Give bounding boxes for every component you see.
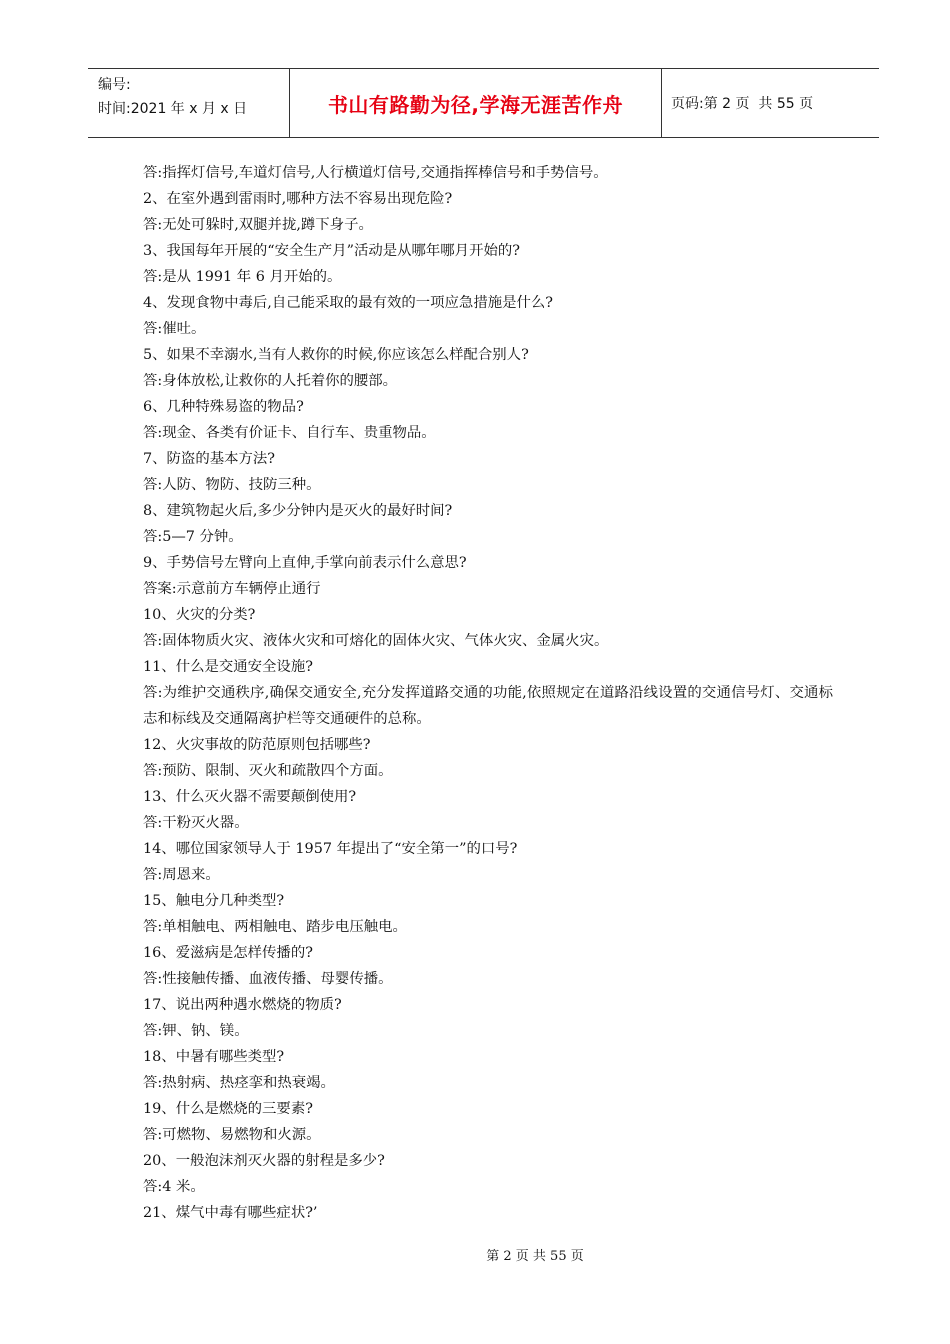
text-line: 14、哪位国家领导人于 1957 年提出了“安全第一”的口号? bbox=[143, 841, 518, 857]
page-info-text: 页码:第 2 页 共 55 页 bbox=[671, 96, 814, 112]
footer-page-number: 第 2 页 共 55 页 bbox=[486, 1249, 584, 1264]
document-body bbox=[143, 160, 833, 1226]
text-line: 答:4 米。 bbox=[143, 1179, 205, 1195]
text-line: 答:周恩来。 bbox=[143, 867, 220, 883]
time-label: 时间:2021 年 x 月 x 日 bbox=[98, 101, 248, 117]
text-line: 答案:示意前方车辆停止通行 bbox=[143, 581, 321, 597]
text-line: 答:催吐。 bbox=[143, 321, 206, 337]
text-line: 答:无处可躲时,双腿并拢,蹲下身子。 bbox=[143, 217, 373, 233]
page-header bbox=[88, 68, 879, 138]
text-line: 6、几种特殊易盗的物品? bbox=[143, 399, 304, 415]
text-line: 答:钾、钠、镁。 bbox=[143, 1023, 249, 1039]
text-line: 答:现金、各类有价证卡、自行车、贵重物品。 bbox=[143, 425, 436, 441]
text-line: 15、触电分几种类型? bbox=[143, 893, 285, 909]
text-line: 4、发现食物中毒后,自己能采取的最有效的一项应急措施是什么? bbox=[143, 295, 553, 311]
text-line: 答:5—7 分钟。 bbox=[143, 529, 243, 545]
page-footer bbox=[0, 1245, 950, 1264]
text-line: 10、火灾的分类? bbox=[143, 607, 256, 623]
text-line: 答:性接触传播、血液传播、母婴传播。 bbox=[143, 971, 393, 987]
number-label: 编号: bbox=[98, 77, 131, 93]
text-paragraph: 答:为维护交通秩序,确保交通安全,充分发挥道路交通的功能,依照规定在道路沿线设置的交通信号灯、交通标志和标线及交通隔离护栏等交通硬件的总称。 bbox=[143, 685, 833, 727]
header-page-info bbox=[662, 69, 879, 137]
text-line: 答:身体放松,让救你的人托着你的腰部。 bbox=[143, 373, 398, 389]
text-line: 12、火灾事故的防范原则包括哪些? bbox=[143, 737, 371, 753]
text-line: 答:人防、物防、技防三种。 bbox=[143, 477, 321, 493]
text-line: 5、如果不幸溺水,当有人救你的时候,你应该怎么样配合别人? bbox=[143, 347, 529, 363]
text-line: 答:可燃物、易燃物和火源。 bbox=[143, 1127, 321, 1143]
header-motto: 书山有路勤为径,学海无涯苦作舟 bbox=[289, 69, 662, 137]
text-line: 答:干粉灭火器。 bbox=[143, 815, 249, 831]
text-line: 17、说出两种遇水燃烧的物质? bbox=[143, 997, 342, 1013]
text-line: 13、什么灭火器不需要颠倒使用? bbox=[143, 789, 357, 805]
text-line: 答:是从 1991 年 6 月开始的。 bbox=[143, 269, 342, 285]
text-line: 18、中暑有哪些类型? bbox=[143, 1049, 285, 1065]
text-line: 20、一般泡沫剂灭火器的射程是多少? bbox=[143, 1153, 385, 1169]
text-line: 答:热射病、热痉挛和热衰竭。 bbox=[143, 1075, 335, 1091]
text-line: 16、爱滋病是怎样传播的? bbox=[143, 945, 313, 961]
text-line: 11、什么是交通安全设施? bbox=[143, 659, 313, 675]
text-line: 答:指挥灯信号,车道灯信号,人行横道灯信号,交通指挥棒信号和手势信号。 bbox=[143, 165, 608, 181]
text-line: 答:固体物质火灾、液体火灾和可熔化的固体火灾、气体火灾、金属火灾。 bbox=[143, 633, 609, 649]
text-line: 9、手势信号左臂向上直伸,手掌向前表示什么意思? bbox=[143, 555, 467, 571]
text-line: 3、我国每年开展的“安全生产月”活动是从哪年哪月开始的? bbox=[143, 243, 520, 259]
text-line: 21、煤气中毒有哪些症状?’ bbox=[143, 1205, 318, 1221]
text-line: 答:单相触电、两相触电、踏步电压触电。 bbox=[143, 919, 407, 935]
text-line: 8、建筑物起火后,多少分钟内是灭火的最好时间? bbox=[143, 503, 453, 519]
text-line: 7、防盗的基本方法? bbox=[143, 451, 275, 467]
text-line: 答:预防、限制、灭火和疏散四个方面。 bbox=[143, 763, 393, 779]
header-meta bbox=[88, 69, 289, 137]
text-line: 19、什么是燃烧的三要素? bbox=[143, 1101, 313, 1117]
text-line: 2、在室外遇到雷雨时,哪种方法不容易出现危险? bbox=[143, 191, 453, 207]
